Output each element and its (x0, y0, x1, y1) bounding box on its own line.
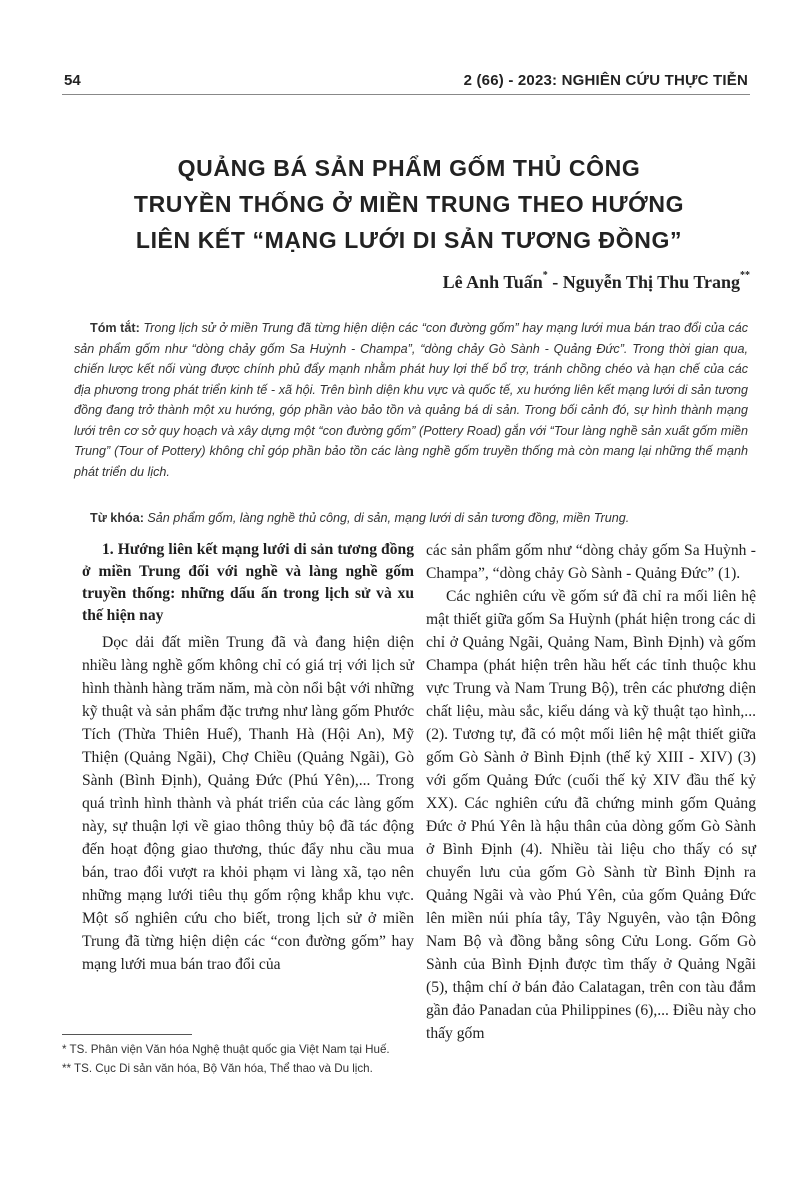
abstract-label: Tóm tắt: (90, 321, 140, 335)
header-rule (62, 94, 750, 95)
title-line-3: LIÊN KẾT “MẠNG LƯỚI DI SẢN TƯƠNG ĐỒNG” (135, 227, 683, 253)
body-paragraph-1: Dọc dải đất miền Trung đã và đang hiện diện nhiều làng nghề gốm không chỉ có giá trị với lịch sử hình thành hàng trăm năm, mà còn nổi bật với những kỹ thuật và sản phẩm đặc trưng như làng gốm Phước Tích (Thừa Thiên Huế), Thanh Hà (Hội An), Mỹ Thiện (Quảng Ngãi), Chợ Chiều (Quảng Ngãi), Gò Sành (Bình Định), Quảng Đức (Phú Yên),... Trong quá trình hình thành và phát triển của các làng gốm này, sự thuận lợi về giao thông thủy bộ đã tác động đến hoạt động giao thương, thúc đẩy nhu cầu mua bán, trao đổi vượt ra khỏi phạm vi làng xã, tạo nên những mạng lưới tiêu thụ gốm rộng khắp khu vực. Một số nghiên cứu cho biết, trong lịch sử ở miền Trung đã từng hiện diện các “con đường gốm” hay mạng lưới mua bán trao đổi của (82, 634, 414, 973)
keywords-label: Từ khóa: (90, 511, 144, 525)
author-2-footnote-mark: ** (740, 270, 750, 281)
page-number: 54 (64, 72, 81, 89)
title-line-1: QUẢNG BÁ SẢN PHẨM GỐM THỦ CÔNG (177, 155, 641, 181)
author-2: Nguyễn Thị Thu Trang (562, 272, 740, 292)
author-1-footnote-mark: * (542, 270, 548, 281)
paragraph-continuation: các sản phẩm gốm như “dòng chảy gốm Sa Huỳnh - Champa”, “dòng chảy Gò Sành - Quảng Đức” (1). (426, 542, 756, 582)
author-separator: - (547, 272, 563, 292)
footnote-rule (62, 1034, 192, 1035)
title-line-2: TRUYỀN THỐNG Ở MIỀN TRUNG THEO HƯỚNG (133, 191, 685, 217)
footnote-1: * TS. Phân viện Văn hóa Nghệ thuật quốc gia Việt Nam tại Huế. (62, 1043, 390, 1056)
article-title (60, 150, 758, 258)
journal-running-head: 2 (66) - 2023: NGHIÊN CỨU THỰC TIỄN (463, 72, 748, 89)
author-line (443, 272, 750, 293)
footnote-2: ** TS. Cục Di sản văn hóa, Bộ Văn hóa, Thể thao và Du lịch. (62, 1062, 373, 1075)
left-column (82, 539, 414, 976)
body-paragraph-2: Các nghiên cứu về gốm sứ đã chỉ ra mối liên hệ mật thiết giữa gốm Sa Huỳnh (phát hiện trong các di chỉ ở Quảng Ngãi, Quảng Nam, Bình Định) và gốm Champa (phát hiện trên hầu hết các tỉnh thuộc khu vực Trung và Nam Trung Bộ), trên các phương diện chất liệu, màu sắc, kiểu dáng và kỹ thuật tạo hình,... (2). Tương tự, đã có một mối liên hệ mật thiết giữa gốm Gò Sành ở Bình Định (thế kỷ XIII - XIV) (3) với gốm Quảng Đức (cuối thế kỷ XIV đầu thế kỷ XX). Các nghiên cứu đã chứng minh gốm Quảng Đức ở Phú Yên là hậu thân của dòng gốm Gò Sành ở Bình Định (4). Nhiều tài liệu cho thấy có sự chuyển lưu của gốm Gò Sành từ Bình Định ra Quảng Ngãi và vào Phú Yên, của gốm Quảng Đức lên miền núi phía tây, Tây Nguyên, vào tận Đông Nam Bộ và đồng bằng sông Cửu Long. Gốm Gò Sành của Bình Định được tìm thấy ở Quảng Ngãi (5), thậm chí ở bán đảo Calatagan, trên con tàu đắm gần đảo Panadan của Philippines (6),... Điều này cho thấy gốm (426, 588, 756, 1042)
keywords (90, 508, 748, 528)
keywords-text: Sản phẩm gốm, làng nghề thủ công, di sản, mạng lưới di sản tương đồng, miền Trung. (143, 511, 630, 525)
author-1: Lê Anh Tuấn (442, 272, 543, 292)
section-heading: 1. Hướng liên kết mạng lưới di sản tương đồng ở miền Trung đối với nghề và làng nghề gốm truyền thống: những dấu ấn trong lịch sử và xu thế hiện nay (82, 541, 414, 624)
footnotes (62, 1041, 422, 1079)
abstract (74, 318, 748, 482)
abstract-text: Trong lịch sử ở miền Trung đã từng hiện diện các “con đường gốm” hay mạng lưới mua bán trao đổi của các sản phẩm gốm như “dòng chảy gốm Sa Huỳnh - Champa”, “dòng chảy Gò Sành - Quảng Đức”. Trong thời gian qua, chiến lược kết nối vùng được chính phủ đẩy mạnh nhằm phát huy lợi thế bổ trợ, tránh chồng chéo và hạn chế của các địa phương trong phát triển kinh tế - xã hội. Trên bình diện khu vực và quốc tế, xu hướng liên kết mạng lưới di sản tương đồng đang trở thành một xu hướng, góp phần vào bảo tồn và quảng bá di sản. Trong bối cảnh đó, sự hình thành mạng lưới trên cơ sở quy hoạch và xây dựng một “con đường gốm” (Pottery Road) gắn với “Tour làng nghề sản xuất gốm miền Trung” (Tour of Pottery) không chỉ góp phần bảo tồn các làng nghề gốm truyền thống mà còn mang lại những thế mạnh phát triển du lịch. (74, 321, 749, 479)
right-column (426, 539, 756, 1045)
